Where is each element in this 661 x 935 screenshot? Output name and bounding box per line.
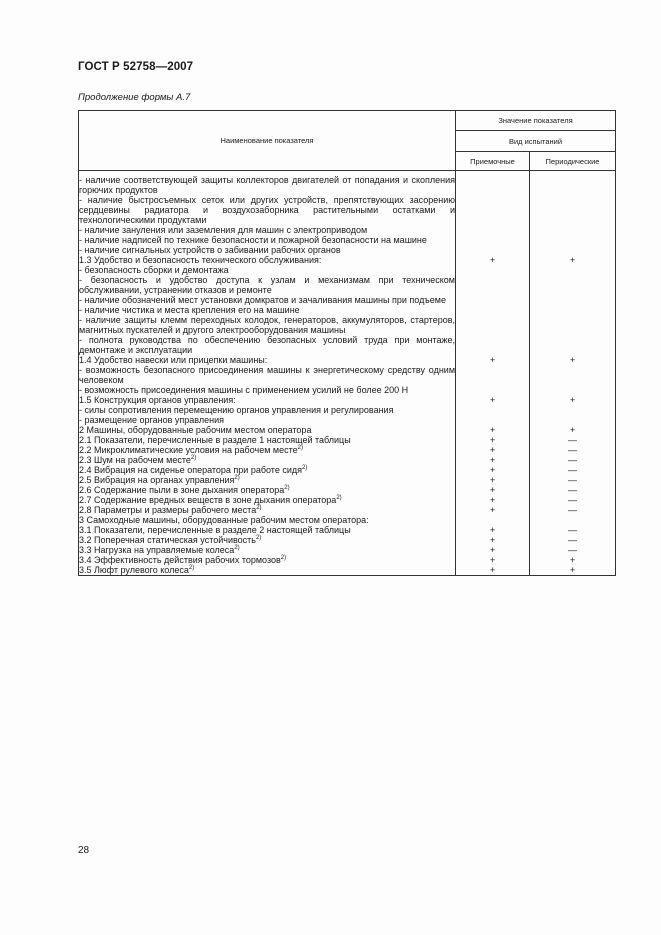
periodic-mark [530, 195, 616, 225]
acceptance-mark: + [456, 505, 530, 515]
periodic-mark [530, 235, 616, 245]
acceptance-mark: + [456, 425, 530, 435]
acceptance-mark [456, 225, 530, 235]
table-row [79, 255, 616, 265]
indicator-name-cell [79, 355, 456, 365]
acceptance-mark: + [456, 395, 530, 405]
indicator-name-cell [79, 395, 456, 405]
indicator-name-cell [79, 435, 456, 445]
indicator-name-text: 1.3 Удобство и безопасность технического обслуживания: [79, 255, 322, 265]
indicator-name-text: - наличие чистика и места крепления его на машине [79, 305, 300, 315]
indicator-name-cell [79, 225, 456, 235]
indicator-name-text: 2.6 Содержание пыли в зоне дыхания оператора [79, 485, 285, 495]
indicator-name-text: - наличие зануления или заземления для машин с электроприводом [79, 225, 368, 235]
indicator-name-text: 2 Машины, оборудованные рабочим местом оператора [79, 425, 312, 435]
acceptance-mark [456, 365, 530, 385]
indicator-name-text: 2.1 Показатели, перечисленные в разделе 1 настоящей таблицы [79, 435, 351, 445]
table-row [79, 495, 616, 505]
table-row [79, 195, 616, 225]
indicator-name-cell [79, 315, 456, 335]
footnote-ref: 2) [234, 475, 240, 481]
footnote-ref: 2) [284, 485, 290, 491]
indicator-name-text: - безопасность и удобство доступа к узлам и механизмам при техническом обслуживании, устранении отказов и ремонте [79, 275, 455, 295]
acceptance-mark: + [456, 465, 530, 475]
periodic-mark: — [530, 465, 616, 475]
indicator-name-text: 2.5 Вибрация на органах управления [79, 475, 235, 485]
indicator-name-text: 1.5 Конструкция органов управления: [79, 395, 236, 405]
indicator-name-cell [79, 425, 456, 435]
indicator-name-text: - наличие быстросъемных сеток или других устройств, препятствующих засорению сердцевины радиатора и воздухозаборника растительными остатками и технологическими продуктами [79, 195, 455, 225]
indicator-name-text: 2.3 Шум на рабочем месте [79, 455, 191, 465]
header-acceptance-tests: Приемочные [456, 152, 530, 171]
footnote-ref: 2) [336, 495, 342, 501]
indicator-name-cell [79, 385, 456, 395]
indicator-name-text: - наличие соответствующей защиты коллекторов двигателей от попадания и скопления горючих продуктов [79, 175, 455, 195]
acceptance-mark [456, 235, 530, 245]
footnote-ref: 2) [256, 505, 262, 511]
footnote-ref: 2) [188, 565, 195, 571]
indicator-name-cell [79, 495, 456, 505]
indicator-name-text: 3.3 Нагрузка на управляемые колеса [79, 545, 235, 555]
table-row [79, 545, 616, 555]
indicator-name-text: 2.4 Вибрация на сиденье оператора при работе сидя [79, 465, 302, 475]
acceptance-mark: + [456, 355, 530, 365]
periodic-mark: + [530, 425, 616, 435]
indicator-name-cell [79, 265, 456, 275]
table-row [79, 171, 616, 196]
indicator-name-text: - безопасность сборки и демонтажа [79, 265, 229, 275]
acceptance-mark: + [456, 435, 530, 445]
periodic-mark [530, 295, 616, 305]
table-header [79, 111, 616, 171]
footnote-ref: 2) [234, 545, 240, 551]
indicator-name-cell [79, 505, 456, 515]
indicator-table [78, 110, 616, 576]
table-row [79, 425, 616, 435]
indicator-name-text: 3 Самоходные машины, оборудованные рабочим местом оператора: [79, 515, 369, 525]
table-row [79, 295, 616, 305]
table-row [79, 485, 616, 495]
table-row [79, 505, 616, 515]
periodic-mark [530, 275, 616, 295]
periodic-mark: — [530, 505, 616, 515]
acceptance-mark: + [456, 445, 530, 455]
table-row [79, 405, 616, 415]
indicator-name-cell [79, 235, 456, 245]
footnote-ref: 2) [280, 555, 287, 561]
table-row [79, 515, 616, 525]
table-row [79, 305, 616, 315]
acceptance-mark: + [456, 255, 530, 265]
indicator-name-cell [79, 535, 456, 545]
indicator-name-text: 1.4 Удобство навески или прицепки машины: [79, 355, 268, 365]
indicator-name-cell [79, 415, 456, 425]
indicator-name-text: - возможность безопасного присоединения машины к энергетическому средству одним человеком [79, 365, 455, 385]
indicator-name-text: 3.5 Люфт рулевого колеса [79, 565, 189, 575]
footnote-ref: 2) [255, 535, 262, 541]
indicator-name-cell [79, 335, 456, 355]
acceptance-mark [456, 305, 530, 315]
header-test-kind: Вид испытаний [456, 131, 616, 152]
footnote-ref: 2) [190, 455, 197, 461]
indicator-name-cell [79, 525, 456, 535]
periodic-mark: — [530, 545, 616, 555]
acceptance-mark: + [456, 495, 530, 505]
table-body [79, 171, 616, 576]
table-row [79, 315, 616, 335]
periodic-mark [530, 385, 616, 395]
acceptance-mark [456, 315, 530, 335]
indicator-name-cell [79, 565, 456, 576]
acceptance-mark [456, 335, 530, 355]
form-continuation-title: Продолжение формы А.7 [78, 92, 191, 103]
acceptance-mark [456, 275, 530, 295]
acceptance-mark [456, 195, 530, 225]
periodic-mark: — [530, 485, 616, 495]
acceptance-mark: + [456, 485, 530, 495]
table-row [79, 275, 616, 295]
periodic-mark: — [530, 435, 616, 445]
indicator-name-cell [79, 445, 456, 455]
document-code: ГОСТ Р 52758—2007 [78, 61, 194, 73]
indicator-name-text: - размещение органов управления [79, 415, 224, 425]
indicator-name-cell [79, 485, 456, 495]
indicator-name-text: - силы сопротивления перемещению органов управления и регулирования [79, 405, 394, 415]
indicator-name-cell [79, 195, 456, 225]
table-row [79, 535, 616, 545]
periodic-mark [530, 245, 616, 255]
indicator-name-text: - наличие сигнальных устройств о забивании рабочих органов [79, 245, 341, 255]
acceptance-mark: + [456, 455, 530, 465]
periodic-mark [530, 405, 616, 415]
indicator-name-text: 3.2 Поперечная статическая устойчивость [79, 535, 256, 545]
indicator-name-text: - наличие обозначений мест установки домкратов и зачаливания машины при подъеме [79, 295, 446, 305]
periodic-mark [530, 315, 616, 335]
table-row [79, 445, 616, 455]
periodic-mark [530, 415, 616, 425]
periodic-mark [530, 335, 616, 355]
acceptance-mark: + [456, 545, 530, 555]
page-number: 28 [78, 845, 90, 856]
acceptance-mark [456, 515, 530, 525]
table-row [79, 355, 616, 365]
indicator-name-text: 2.8 Параметры и размеры рабочего места [79, 505, 257, 515]
indicator-name-cell [79, 555, 456, 565]
indicator-name-text: - возможность присоединения машины с применением усилий не более 200 Н [79, 385, 409, 395]
acceptance-mark [456, 171, 530, 196]
periodic-mark: — [530, 495, 616, 505]
indicator-name-text: - наличие защиты клемм переходных колодок, генераторов, аккумуляторов, стартеров, магнитных пускателей и другого электрооборудования машины [79, 315, 455, 335]
periodic-mark: — [530, 525, 616, 535]
indicator-name-text: 3.1 Показатели, перечисленные в разделе 2 настоящей таблицы [79, 525, 351, 535]
periodic-mark: — [530, 475, 616, 485]
periodic-mark [530, 515, 616, 525]
table-row [79, 335, 616, 355]
periodic-mark: — [530, 455, 616, 465]
header-indicator-value: Значение показателя [456, 111, 616, 131]
acceptance-mark: + [456, 525, 530, 535]
table-row [79, 235, 616, 245]
acceptance-mark [456, 295, 530, 305]
table-row [79, 385, 616, 395]
table-row [79, 415, 616, 425]
periodic-mark: + [530, 255, 616, 265]
table-row [79, 245, 616, 255]
table-row [79, 265, 616, 275]
table-row [79, 465, 616, 475]
acceptance-mark: + [456, 565, 530, 576]
acceptance-mark [456, 385, 530, 395]
indicator-name-cell [79, 275, 456, 295]
table-row [79, 435, 616, 445]
indicator-name-cell [79, 545, 456, 555]
indicator-name-cell [79, 255, 456, 265]
indicator-name-cell [79, 365, 456, 385]
periodic-mark: — [530, 535, 616, 545]
indicator-name-cell [79, 515, 456, 525]
table-row [79, 525, 616, 535]
periodic-mark: + [530, 395, 616, 405]
acceptance-mark: + [456, 535, 530, 545]
table-row [79, 455, 616, 465]
acceptance-mark [456, 415, 530, 425]
periodic-mark: + [530, 565, 616, 576]
periodic-mark [530, 265, 616, 275]
periodic-mark [530, 365, 616, 385]
table-row [79, 565, 616, 576]
table-row [79, 475, 616, 485]
indicator-name-cell [79, 455, 456, 465]
footnote-ref: 2) [301, 465, 308, 471]
table-row [79, 365, 616, 385]
periodic-mark: + [530, 555, 616, 565]
indicator-name-text: - наличие надписей по технике безопасности и пожарной безопасности на машине [79, 235, 427, 245]
indicator-name-text: 3.4 Эффективность действия рабочих тормозов [79, 555, 281, 565]
indicator-name-text: 2.2 Микроклиматические условия на рабочем месте [79, 445, 298, 455]
periodic-mark: — [530, 445, 616, 455]
indicator-name-cell [79, 475, 456, 485]
periodic-mark [530, 171, 616, 196]
indicator-name-cell [79, 171, 456, 196]
table-row [79, 225, 616, 235]
periodic-mark: + [530, 355, 616, 365]
indicator-name-text: - полнота руководства по обеспечению безопасных условий труда при монтаже, демонтаже и эксплуатации [79, 335, 455, 355]
acceptance-mark [456, 245, 530, 255]
acceptance-mark: + [456, 475, 530, 485]
indicator-name-cell [79, 245, 456, 255]
acceptance-mark: + [456, 555, 530, 565]
acceptance-mark [456, 265, 530, 275]
table-row [79, 555, 616, 565]
indicator-name-text: 2.7 Содержание вредных веществ в зоне дыхания оператора [79, 495, 337, 505]
periodic-mark [530, 305, 616, 315]
table-row [79, 395, 616, 405]
periodic-mark [530, 225, 616, 235]
header-indicator-name: Наименование показателя [79, 111, 456, 171]
indicator-name-cell [79, 405, 456, 415]
acceptance-mark [456, 405, 530, 415]
footnote-ref: 2) [297, 445, 303, 451]
header-periodic-tests: Периодические [530, 152, 616, 171]
indicator-name-cell [79, 465, 456, 475]
indicator-name-cell [79, 295, 456, 305]
indicator-name-cell [79, 305, 456, 315]
